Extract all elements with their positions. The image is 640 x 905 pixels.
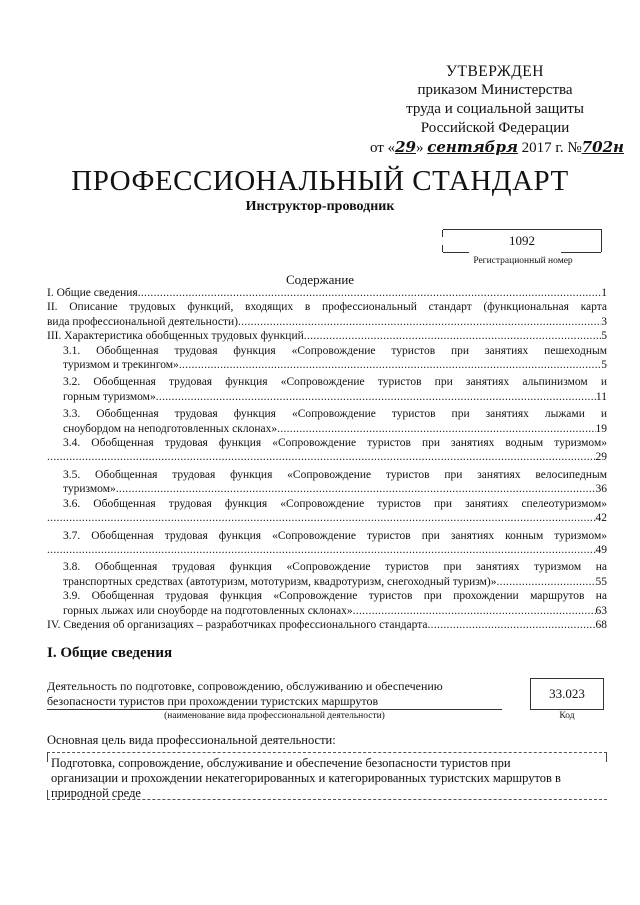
registration-caption: Регистрационный номер — [473, 256, 573, 266]
approval-line-2: труда и социальной защиты — [406, 101, 584, 117]
date-sep: » — [415, 140, 424, 156]
document-title: ПРОФЕССИОНАЛЬНЫЙ СТАНДАРТ — [71, 165, 569, 197]
approval-line-1: приказом Министерства — [417, 82, 573, 98]
activity-name: Деятельность по подготовке, сопровождению, обслуживанию и обеспечению безопасности туристов при прохождении туристских маршрутов — [47, 679, 443, 708]
code-caption: Код — [559, 711, 575, 721]
toc-entry-dots: ..... 49 — [47, 543, 607, 557]
toc-entry-dots: ..... 29 — [47, 450, 607, 464]
activity-code-box — [530, 678, 604, 710]
toc-entry: IV. Сведения об организациях – разработчиках профессионального стандарта ..... 68 — [47, 618, 607, 632]
toc-entry: 3.2. Обобщенная трудовая функция «Сопровождение туристов при занятиях альпинизмом и горным туризмом» ..... 11 — [47, 375, 607, 404]
approval-block — [370, 62, 624, 158]
date-prefix: от « — [370, 140, 396, 156]
handwritten-month: сентября — [427, 138, 518, 156]
toc-entry: 3.4. Обобщенная трудовая функция «Сопровождение туристов при занятиях водным туризмом» — [63, 437, 607, 450]
toc-entry: 3.3. Обобщенная трудовая функция «Сопровождение туристов при занятиях лыжами и сноубордом на неподготовленных склонах» ..... 19 — [47, 407, 607, 436]
toc-entry-dots: ..... 42 — [47, 511, 607, 525]
registration-number: 1092 — [509, 233, 535, 248]
toc-entry: 3.8. Обобщенная трудовая функция «Сопровождение туристов при занятиях туризмом на транспортных средствах (автотуризм, мототуризм, квадротуризм, снегоходный туризм)» ..... 55 — [47, 560, 607, 589]
toc-entry: III. Характеристика обобщенных трудовых функций ..... 5 — [47, 329, 607, 343]
toc-entry: 3.5. Обобщенная трудовая функция «Сопровождение туристов при занятиях велосипедным туризмом» ..... 36 — [47, 468, 607, 497]
goal-box — [47, 752, 607, 800]
activity-underline — [47, 709, 502, 710]
table-of-contents — [47, 286, 607, 632]
handwritten-day: 29 — [395, 138, 416, 156]
toc-entry: 3.6. Обобщенная трудовая функция «Сопровождение туристов при занятиях спелеотуризмом» — [63, 497, 607, 510]
date-year: 2017 г. № — [521, 140, 582, 156]
goal-text: Подготовка, сопровождение, обслуживание и обеспечение безопасности туристов при организации и прохождении некатегорированных и категорированных туристских маршрутов в природной среде — [51, 756, 561, 800]
activity-code: 33.023 — [549, 686, 585, 701]
section-heading: I. Общие сведения — [47, 645, 173, 661]
approval-date-line — [370, 138, 624, 158]
approval-line-3: Российской Федерации — [420, 120, 570, 136]
goal-label: Основная цель вида профессиональной деятельности: — [47, 733, 336, 747]
toc-entry: 3.1. Обобщенная трудовая функция «Сопровождение туристов при занятиях пешеходным туризмом и трекингом» ..... 5 — [47, 344, 607, 373]
registration-number-box — [443, 229, 602, 252]
toc-entry: I. Общие сведения ..... 1 — [47, 286, 607, 300]
activity-caption: (наименование вида профессиональной деятельности) — [164, 711, 385, 721]
approval-title: УТВЕРЖДЕН — [446, 63, 544, 80]
handwritten-order-number: 702н — [581, 138, 624, 156]
toc-entry: II. Описание трудовых функций, входящих в профессиональный стандарт (функциональная карта вида профессиональной деятельности) ..... 3 — [47, 300, 607, 329]
toc-entry: 3.9. Обобщенная трудовая функция «Сопровождение туристов при прохождении маршрутов на горных лыжах или сноуборде на подготовленных склонах» ..... 63 — [47, 589, 607, 618]
document-subtitle: Инструктор-проводник — [245, 199, 395, 214]
toc-entry: 3.7. Обобщенная трудовая функция «Сопровождение туристов при занятиях конным туризмом» — [63, 529, 607, 542]
toc-heading: Содержание — [285, 272, 355, 287]
